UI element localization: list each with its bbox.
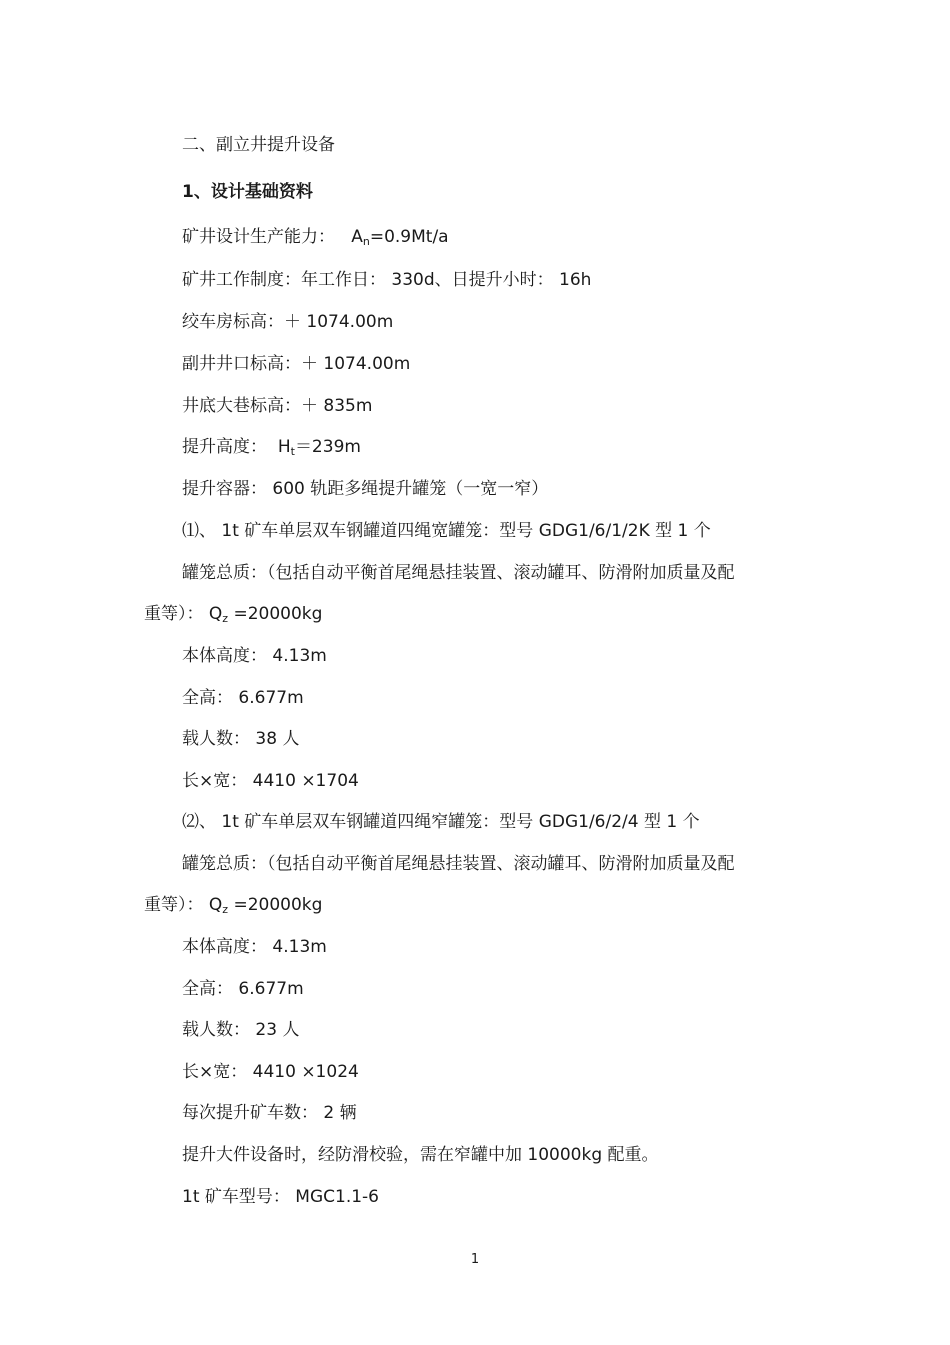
cage2-body-height: 本体高度： 4.13m bbox=[182, 937, 327, 957]
cage2-mass-line-b bbox=[144, 893, 800, 919]
cage1-mass-prefix: 重等）： bbox=[144, 604, 204, 624]
capacity-line bbox=[182, 225, 800, 251]
shaft-elevation: 副井井口标高：＋ 1074.00m bbox=[182, 354, 411, 374]
section-heading: 二、副立井提升设备 bbox=[182, 135, 335, 155]
height-subscript: t bbox=[290, 445, 295, 458]
cage1-mass-subscript: z bbox=[222, 612, 229, 625]
bottom-elevation: 井底大巷标高：＋ 835m bbox=[182, 396, 373, 416]
counterweight-note: 提升大件设备时，经防滑校验，需在窄罐中加 10000kg 配重。 bbox=[182, 1145, 659, 1165]
cage1-people: 载人数： 38 人 bbox=[182, 729, 300, 749]
cage1-mass-line-b bbox=[144, 602, 800, 628]
capacity-label: 矿井设计生产能力： bbox=[182, 227, 335, 247]
cage1-mass-line-a: 罐笼总质：（包括自动平衡首尾绳悬挂装置、滚动罐耳、防滑附加质量及配 bbox=[182, 563, 735, 583]
capacity-value: =0.9Mt/a bbox=[369, 227, 449, 247]
cage2-mass-symbol: Q bbox=[208, 895, 223, 915]
cage2-dimensions: 长×宽： 4410 ×1024 bbox=[182, 1062, 359, 1082]
cage1-mass-symbol: Q bbox=[208, 604, 223, 624]
cage1-title: ⑴、 1t 矿车单层双车钢罐道四绳宽罐笼：型号 GDG1/6/1/2K 型 1 个 bbox=[182, 521, 711, 541]
car-model: 1t 矿车型号： MGC1.1-6 bbox=[182, 1187, 379, 1207]
height-line bbox=[182, 435, 800, 461]
cars-per-trip: 每次提升矿车数： 2 辆 bbox=[182, 1103, 357, 1123]
cage1-total-height: 全高： 6.677m bbox=[182, 688, 304, 708]
winch-elevation: 绞车房标高：＋ 1074.00m bbox=[182, 312, 394, 332]
cage2-mass-line-a: 罐笼总质：（包括自动平衡首尾绳悬挂装置、滚动罐耳、防滑附加质量及配 bbox=[182, 854, 735, 874]
cage2-mass-prefix: 重等）： bbox=[144, 895, 204, 915]
workday-line: 矿井工作制度：年工作日： 330d、日提升小时： 16h bbox=[182, 270, 592, 290]
capacity-subscript: n bbox=[362, 235, 370, 248]
capacity-symbol: A bbox=[351, 227, 363, 247]
height-label: 提升高度： bbox=[182, 437, 267, 457]
cage2-total-height: 全高： 6.677m bbox=[182, 979, 304, 999]
page-number: 1 bbox=[470, 1252, 480, 1267]
cage1-dimensions: 长×宽： 4410 ×1704 bbox=[182, 771, 359, 791]
subsection-title: 1、设计基础资料 bbox=[182, 182, 313, 202]
cage2-mass-subscript: z bbox=[222, 903, 229, 916]
height-symbol: H bbox=[277, 437, 291, 457]
cage2-title: ⑵、 1t 矿车单层双车钢罐道四绳窄罐笼：型号 GDG1/6/2/4 型 1 个 bbox=[182, 812, 700, 832]
container-line: 提升容器： 600 轨距多绳提升罐笼（一宽一窄） bbox=[182, 479, 549, 499]
cage2-mass-value: =20000kg bbox=[228, 895, 323, 915]
cage2-people: 载人数： 23 人 bbox=[182, 1020, 300, 1040]
height-value: ＝239m bbox=[294, 437, 361, 457]
cage1-mass-value: =20000kg bbox=[228, 604, 323, 624]
cage1-body-height: 本体高度： 4.13m bbox=[182, 646, 327, 666]
